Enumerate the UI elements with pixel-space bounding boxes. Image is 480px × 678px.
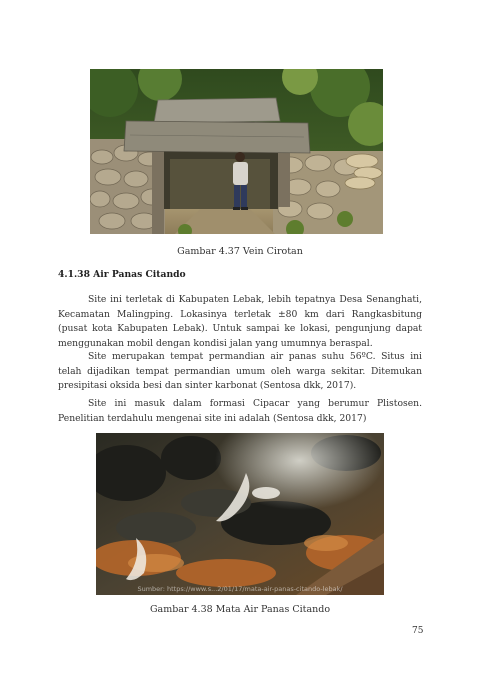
section-heading: 4.1.38 Air Panas Citando xyxy=(58,269,186,280)
page-number: 75 xyxy=(412,626,424,636)
vein-cirotan-photo xyxy=(90,69,383,234)
figure-caption: Gambar 4.38 Mata Air Panas Citando xyxy=(149,604,331,615)
paragraph: Site ini masuk dalam formasi Cipacar yang berumur Plistosen. Penelitian terdahulu mengenai site ini adalah (Sentosa dkk, 2017) xyxy=(58,398,422,424)
source-watermark: Sumber: https://www.s...2/01/17/mata-air-panas-citando-lebak/ xyxy=(137,585,343,593)
paragraph: Site ini terletak di Kabupaten Lebak, lebih tepatnya Desa Senanghati, Kecamatan Malingping. Lokasinya terletak ±80 km dari Rangkasbitung (pusat kota Kabupaten Lebak). Untuk sampai ke lokasi, pengunjung dapat menggunakan mobil dengan kondisi jalan yang umumnya beraspal. xyxy=(58,294,422,349)
hot-spring-photo xyxy=(96,433,384,595)
paragraph: Site merupakan tempat permandian air panas suhu 56ºC. Situs ini telah dijadikan tempat permandian umum oleh warga sekitar. Ditemukan presipitasi oksida besi dan sinter karbonat (Sentosa dkk, 2017). xyxy=(58,351,422,392)
figure-caption: Gambar 4.37 Vein Cirotan xyxy=(177,246,303,257)
